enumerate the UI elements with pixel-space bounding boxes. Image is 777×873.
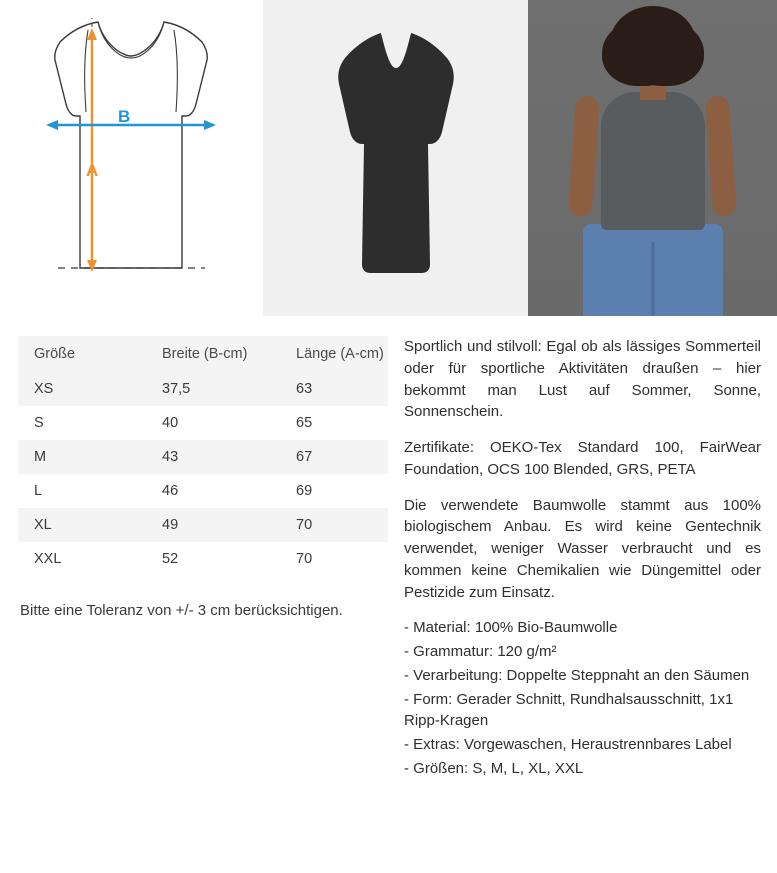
cell-width: 52 [146,542,280,576]
cell-length: 65 [280,406,388,440]
product-garment-body [338,33,454,273]
size-table-column [0,336,404,782]
measure-b-label: B [118,107,131,126]
measure-a-label: A [86,161,99,180]
garment-outline [55,22,208,268]
cell-size: M [18,440,146,474]
spec-item-shape: - Form: Gerader Schnitt, Rundhalsausschnitt, 1x1 Ripp-Kragen [404,690,734,730]
measure-b-arrow-left [46,120,58,130]
tank-top-measurement-svg [0,0,263,316]
table-row [18,372,388,406]
table-row [18,508,388,542]
description-column [404,336,777,782]
spec-item-weight: - Grammatur: 120 g/m² [404,643,557,660]
cell-width: 43 [146,440,280,474]
black-tank-top-svg [301,28,491,288]
table-row [18,406,388,440]
spec-item-extras: - Extras: Vorgewaschen, Heraustrennbares Label [404,736,732,753]
model-photo-panel [528,0,777,316]
cell-width: 40 [146,406,280,440]
cell-length: 63 [280,372,388,406]
model-jeans [583,224,723,316]
table-row [18,440,388,474]
measurement-diagram-panel [0,0,263,316]
model-hair [610,6,696,80]
cell-length: 69 [280,474,388,508]
table-row [18,542,388,576]
product-image-strip [0,0,777,316]
cell-length: 67 [280,440,388,474]
spec-item-material: - Material: 100% Bio-Baumwolle [404,619,618,637]
spec-item-sizes: - Größen: S, M, L, XL, XXL [404,759,584,777]
description-paragraph-cotton: Die verwendete Baumwolle stammt aus 100% biologischem Anbau. Es wird keine Gentechnik verwendet, weniger Wasser verbraucht und es kommen keine Chemikalien wie Düngemittel oder Pestizide zum Einsatz. [404,496,761,601]
model-tank-top [601,92,705,230]
table-header-width: Breite (B-cm) [146,336,280,372]
table-header-length: Länge (A-cm) [280,336,388,372]
cell-size: S [18,406,146,440]
description-paragraph-certificates: Zertifikate: OEKO-Tex Standard 100, FairWear Foundation, OCS 100 Blended, GRS, PETA [404,439,761,478]
specs-list [404,617,761,779]
cell-width: 46 [146,474,280,508]
cell-size: XS [18,372,146,406]
tolerance-note: Bitte eine Toleranz von +/- 3 cm berücksichtigen. [20,602,343,619]
measure-b-arrow-right [204,120,216,130]
cell-width: 49 [146,508,280,542]
size-table [18,336,388,576]
table-row [18,474,388,508]
cell-length: 70 [280,508,388,542]
content-area [0,316,777,782]
cell-size: XL [18,508,146,542]
spec-item-processing: - Verarbeitung: Doppelte Steppnaht an den Säumen [404,666,750,684]
cell-width: 37,5 [146,372,280,406]
cell-length: 70 [280,542,388,576]
cell-size: XXL [18,542,146,576]
cell-size: L [18,474,146,508]
table-header-row [18,336,388,372]
product-photo-panel [263,0,528,316]
table-header-size: Größe [18,336,146,372]
description-paragraph-1: Sportlich und stilvoll: Egal ob als lässiges Sommerteil oder für sportliche Aktivitäten draußen – hier bekommt man Lust auf Sommer, Sonne, Sonnenschein. [404,338,761,421]
